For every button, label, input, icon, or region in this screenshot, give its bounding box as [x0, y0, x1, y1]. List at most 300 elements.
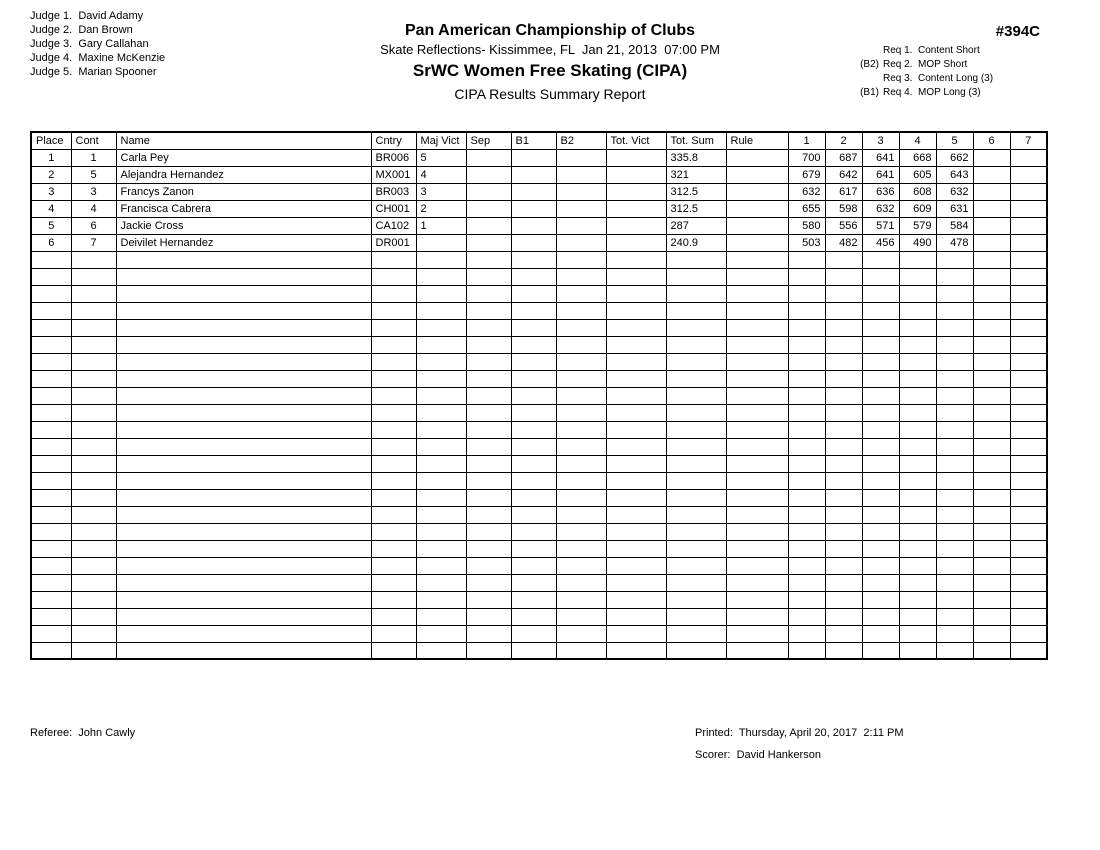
empty-cell [666, 489, 726, 506]
empty-cell [726, 591, 788, 608]
empty-cell [416, 489, 466, 506]
empty-cell [71, 319, 116, 336]
empty-cell [31, 506, 71, 523]
empty-cell [511, 540, 556, 557]
empty-cell [1010, 387, 1047, 404]
empty-cell [71, 523, 116, 540]
empty-cell [466, 251, 511, 268]
empty-cell [371, 285, 416, 302]
empty-cell [416, 387, 466, 404]
cell-b1 [511, 234, 556, 251]
empty-cell [788, 625, 825, 642]
empty-cell [31, 336, 71, 353]
empty-cell [416, 336, 466, 353]
empty-cell [726, 523, 788, 540]
empty-cell [606, 642, 666, 659]
empty-cell [371, 421, 416, 438]
empty-cell [116, 506, 371, 523]
empty-cell [666, 540, 726, 557]
empty-table-row [31, 489, 1047, 506]
cell-judge-6 [973, 234, 1010, 251]
empty-cell [899, 489, 936, 506]
empty-cell [1010, 642, 1047, 659]
empty-table-row [31, 421, 1047, 438]
empty-cell [666, 642, 726, 659]
empty-cell [556, 336, 606, 353]
empty-cell [899, 251, 936, 268]
empty-cell [862, 506, 899, 523]
empty-cell [606, 302, 666, 319]
empty-cell [416, 540, 466, 557]
cell-tot-vict [606, 166, 666, 183]
empty-cell [606, 251, 666, 268]
empty-cell [726, 608, 788, 625]
empty-cell [973, 387, 1010, 404]
empty-cell [511, 523, 556, 540]
empty-cell [31, 472, 71, 489]
empty-cell [825, 319, 862, 336]
empty-cell [973, 353, 1010, 370]
empty-cell [71, 642, 116, 659]
empty-cell [726, 421, 788, 438]
empty-cell [825, 251, 862, 268]
empty-cell [606, 472, 666, 489]
empty-cell [862, 472, 899, 489]
empty-cell [371, 557, 416, 574]
empty-cell [788, 642, 825, 659]
empty-cell [371, 642, 416, 659]
empty-cell [666, 353, 726, 370]
empty-cell [666, 302, 726, 319]
empty-cell [825, 387, 862, 404]
empty-cell [71, 421, 116, 438]
empty-cell [1010, 557, 1047, 574]
column-header-name: Name [116, 132, 371, 149]
requirement-prefix: (B1) [860, 87, 879, 98]
cell-maj-vict: 3 [416, 183, 466, 200]
empty-cell [116, 387, 371, 404]
empty-cell [726, 404, 788, 421]
empty-cell [862, 557, 899, 574]
empty-cell [936, 608, 973, 625]
empty-cell [71, 336, 116, 353]
cell-name: Francisca Cabrera [116, 200, 371, 217]
empty-cell [1010, 608, 1047, 625]
empty-cell [416, 285, 466, 302]
empty-table-row [31, 625, 1047, 642]
empty-cell [511, 472, 556, 489]
cell-name: Carla Pey [116, 149, 371, 166]
empty-cell [416, 455, 466, 472]
empty-cell [371, 625, 416, 642]
empty-cell [825, 472, 862, 489]
empty-cell [466, 472, 511, 489]
cell-judge-6 [973, 166, 1010, 183]
column-header-rule: Rule [726, 132, 788, 149]
cell-b1 [511, 217, 556, 234]
empty-cell [788, 302, 825, 319]
empty-cell [899, 591, 936, 608]
empty-cell [116, 591, 371, 608]
empty-cell [71, 268, 116, 285]
empty-cell [371, 404, 416, 421]
empty-cell [606, 268, 666, 285]
results-table-body [31, 149, 1047, 659]
empty-cell [556, 370, 606, 387]
empty-cell [416, 642, 466, 659]
empty-cell [899, 302, 936, 319]
empty-cell [936, 523, 973, 540]
report-title: CIPA Results Summary Report [454, 86, 646, 102]
empty-cell [606, 421, 666, 438]
empty-cell [666, 472, 726, 489]
cell-b2 [556, 183, 606, 200]
empty-cell [825, 302, 862, 319]
empty-cell [606, 319, 666, 336]
empty-cell [1010, 472, 1047, 489]
empty-table-row [31, 608, 1047, 625]
cell-judge-7 [1010, 166, 1047, 183]
empty-cell [899, 557, 936, 574]
empty-cell [416, 353, 466, 370]
empty-cell [1010, 285, 1047, 302]
empty-table-row [31, 268, 1047, 285]
empty-cell [606, 540, 666, 557]
empty-cell [973, 421, 1010, 438]
empty-table-row [31, 251, 1047, 268]
empty-cell [416, 302, 466, 319]
empty-cell [973, 370, 1010, 387]
empty-cell [726, 438, 788, 455]
empty-cell [973, 268, 1010, 285]
cell-b2 [556, 200, 606, 217]
column-header-tot-vict: Tot. Vict [606, 132, 666, 149]
empty-cell [862, 251, 899, 268]
empty-cell [556, 642, 606, 659]
empty-cell [466, 319, 511, 336]
empty-cell [726, 336, 788, 353]
empty-cell [511, 387, 556, 404]
cell-b1 [511, 183, 556, 200]
empty-cell [416, 268, 466, 285]
empty-cell [371, 319, 416, 336]
empty-cell [1010, 489, 1047, 506]
cell-tot-vict [606, 183, 666, 200]
empty-cell [371, 608, 416, 625]
empty-cell [71, 608, 116, 625]
empty-cell [116, 472, 371, 489]
empty-cell [788, 336, 825, 353]
empty-cell [788, 268, 825, 285]
empty-cell [416, 591, 466, 608]
empty-cell [1010, 506, 1047, 523]
cell-cntry: CA102 [371, 217, 416, 234]
cell-judge-4: 605 [899, 166, 936, 183]
empty-cell [71, 370, 116, 387]
empty-cell [116, 268, 371, 285]
empty-cell [371, 302, 416, 319]
empty-cell [666, 506, 726, 523]
empty-cell [606, 574, 666, 591]
cell-name: Jackie Cross [116, 217, 371, 234]
empty-cell [556, 268, 606, 285]
table-row [31, 149, 1047, 166]
empty-cell [899, 268, 936, 285]
empty-table-row [31, 285, 1047, 302]
cell-judge-2: 482 [825, 234, 862, 251]
empty-cell [788, 455, 825, 472]
empty-cell [466, 540, 511, 557]
cell-judge-3: 632 [862, 200, 899, 217]
empty-cell [862, 608, 899, 625]
empty-table-row [31, 557, 1047, 574]
empty-cell [511, 353, 556, 370]
cell-b2 [556, 166, 606, 183]
cell-judge-2: 687 [825, 149, 862, 166]
empty-cell [973, 523, 1010, 540]
empty-cell [973, 608, 1010, 625]
table-row [31, 217, 1047, 234]
column-header-judge-3: 3 [862, 132, 899, 149]
column-header-maj-vict: Maj Vict [416, 132, 466, 149]
judge-line: Judge 1. David Adamy [30, 10, 144, 22]
empty-cell [466, 625, 511, 642]
empty-cell [116, 625, 371, 642]
empty-cell [666, 319, 726, 336]
empty-cell [556, 404, 606, 421]
empty-cell [71, 251, 116, 268]
cell-judge-7 [1010, 217, 1047, 234]
empty-cell [1010, 540, 1047, 557]
cell-tot-vict [606, 149, 666, 166]
empty-cell [116, 285, 371, 302]
cell-judge-7 [1010, 183, 1047, 200]
empty-cell [511, 336, 556, 353]
empty-cell [31, 319, 71, 336]
empty-cell [899, 336, 936, 353]
cell-judge-3: 641 [862, 166, 899, 183]
empty-cell [936, 438, 973, 455]
empty-cell [726, 353, 788, 370]
empty-cell [899, 353, 936, 370]
cell-cont: 3 [71, 183, 116, 200]
empty-cell [899, 404, 936, 421]
column-header-cont: Cont [71, 132, 116, 149]
empty-cell [936, 642, 973, 659]
empty-cell [606, 523, 666, 540]
empty-cell [825, 421, 862, 438]
empty-cell [899, 523, 936, 540]
empty-cell [416, 438, 466, 455]
table-row [31, 234, 1047, 251]
empty-cell [371, 353, 416, 370]
requirement-prefix: (B2) [860, 59, 879, 70]
empty-cell [511, 642, 556, 659]
empty-cell [825, 625, 862, 642]
empty-cell [666, 285, 726, 302]
empty-cell [1010, 625, 1047, 642]
empty-cell [466, 455, 511, 472]
empty-cell [416, 625, 466, 642]
cell-judge-5: 478 [936, 234, 973, 251]
empty-cell [1010, 302, 1047, 319]
empty-cell [1010, 251, 1047, 268]
cell-judge-7 [1010, 200, 1047, 217]
empty-cell [416, 506, 466, 523]
cell-tot-sum: 312.5 [666, 183, 726, 200]
empty-cell [726, 574, 788, 591]
empty-cell [31, 591, 71, 608]
judges-list [30, 9, 165, 79]
empty-cell [511, 319, 556, 336]
cell-tot-sum: 335.8 [666, 149, 726, 166]
empty-cell [416, 251, 466, 268]
empty-cell [1010, 523, 1047, 540]
empty-cell [666, 608, 726, 625]
requirement-line [852, 86, 993, 100]
empty-cell [899, 472, 936, 489]
empty-cell [788, 472, 825, 489]
empty-cell [726, 268, 788, 285]
empty-cell [31, 438, 71, 455]
empty-cell [466, 642, 511, 659]
empty-cell [788, 404, 825, 421]
empty-cell [606, 591, 666, 608]
empty-cell [31, 642, 71, 659]
cell-cont: 1 [71, 149, 116, 166]
empty-cell [556, 353, 606, 370]
empty-cell [71, 506, 116, 523]
empty-cell [511, 608, 556, 625]
empty-cell [788, 387, 825, 404]
empty-table-row [31, 387, 1047, 404]
empty-cell [936, 404, 973, 421]
empty-cell [416, 421, 466, 438]
cell-sep [466, 149, 511, 166]
empty-cell [371, 574, 416, 591]
cell-b2 [556, 149, 606, 166]
results-table [30, 131, 1048, 660]
empty-table-row [31, 302, 1047, 319]
judge-line: Judge 3. Gary Callahan [30, 38, 149, 50]
empty-cell [1010, 438, 1047, 455]
empty-cell [416, 523, 466, 540]
cell-cntry: BR003 [371, 183, 416, 200]
empty-cell [1010, 455, 1047, 472]
empty-cell [973, 404, 1010, 421]
requirement-text: Req 3. Content Long (3) [883, 73, 994, 84]
empty-cell [788, 370, 825, 387]
empty-cell [862, 353, 899, 370]
cell-judge-3: 636 [862, 183, 899, 200]
empty-cell [825, 353, 862, 370]
empty-cell [606, 353, 666, 370]
empty-cell [556, 489, 606, 506]
table-row [31, 200, 1047, 217]
cell-tot-sum: 321 [666, 166, 726, 183]
empty-cell [899, 438, 936, 455]
empty-cell [825, 608, 862, 625]
empty-cell [116, 421, 371, 438]
empty-cell [973, 455, 1010, 472]
empty-cell [466, 591, 511, 608]
empty-cell [466, 370, 511, 387]
requirement-line [852, 72, 993, 86]
cell-judge-6 [973, 200, 1010, 217]
empty-cell [726, 642, 788, 659]
printed-line: Printed: Thursday, April 20, 2017 2:11 PM [695, 727, 904, 739]
column-header-b1: B1 [511, 132, 556, 149]
empty-cell [862, 489, 899, 506]
empty-cell [726, 472, 788, 489]
cell-judge-4: 609 [899, 200, 936, 217]
empty-cell [71, 438, 116, 455]
empty-cell [31, 268, 71, 285]
empty-cell [71, 404, 116, 421]
empty-cell [973, 625, 1010, 642]
cell-judge-7 [1010, 149, 1047, 166]
empty-cell [726, 319, 788, 336]
empty-cell [936, 574, 973, 591]
empty-cell [788, 251, 825, 268]
empty-cell [606, 625, 666, 642]
empty-cell [511, 370, 556, 387]
empty-cell [726, 370, 788, 387]
empty-cell [466, 353, 511, 370]
table-row [31, 166, 1047, 183]
results-table-container [30, 131, 1048, 660]
empty-cell [1010, 336, 1047, 353]
empty-cell [606, 489, 666, 506]
empty-cell [71, 353, 116, 370]
empty-cell [606, 438, 666, 455]
empty-cell [466, 574, 511, 591]
empty-cell [666, 574, 726, 591]
cell-tot-sum: 312.5 [666, 200, 726, 217]
empty-cell [116, 404, 371, 421]
empty-cell [1010, 370, 1047, 387]
empty-cell [862, 642, 899, 659]
empty-cell [936, 489, 973, 506]
empty-cell [899, 285, 936, 302]
empty-cell [788, 506, 825, 523]
empty-cell [466, 557, 511, 574]
column-header-judge-6: 6 [973, 132, 1010, 149]
cell-place: 5 [31, 217, 71, 234]
empty-cell [511, 251, 556, 268]
empty-cell [1010, 574, 1047, 591]
empty-cell [666, 421, 726, 438]
cell-judge-2: 598 [825, 200, 862, 217]
empty-cell [71, 591, 116, 608]
empty-cell [973, 557, 1010, 574]
empty-cell [936, 540, 973, 557]
empty-cell [666, 455, 726, 472]
requirements-list [852, 44, 993, 100]
empty-cell [466, 387, 511, 404]
empty-cell [466, 489, 511, 506]
empty-cell [726, 455, 788, 472]
cell-judge-6 [973, 149, 1010, 166]
judge-line: Judge 5. Marian Spooner [30, 66, 157, 78]
empty-cell [973, 285, 1010, 302]
empty-table-row [31, 591, 1047, 608]
empty-cell [416, 404, 466, 421]
empty-cell [31, 370, 71, 387]
empty-cell [899, 540, 936, 557]
empty-cell [973, 574, 1010, 591]
cell-tot-sum: 240.9 [666, 234, 726, 251]
